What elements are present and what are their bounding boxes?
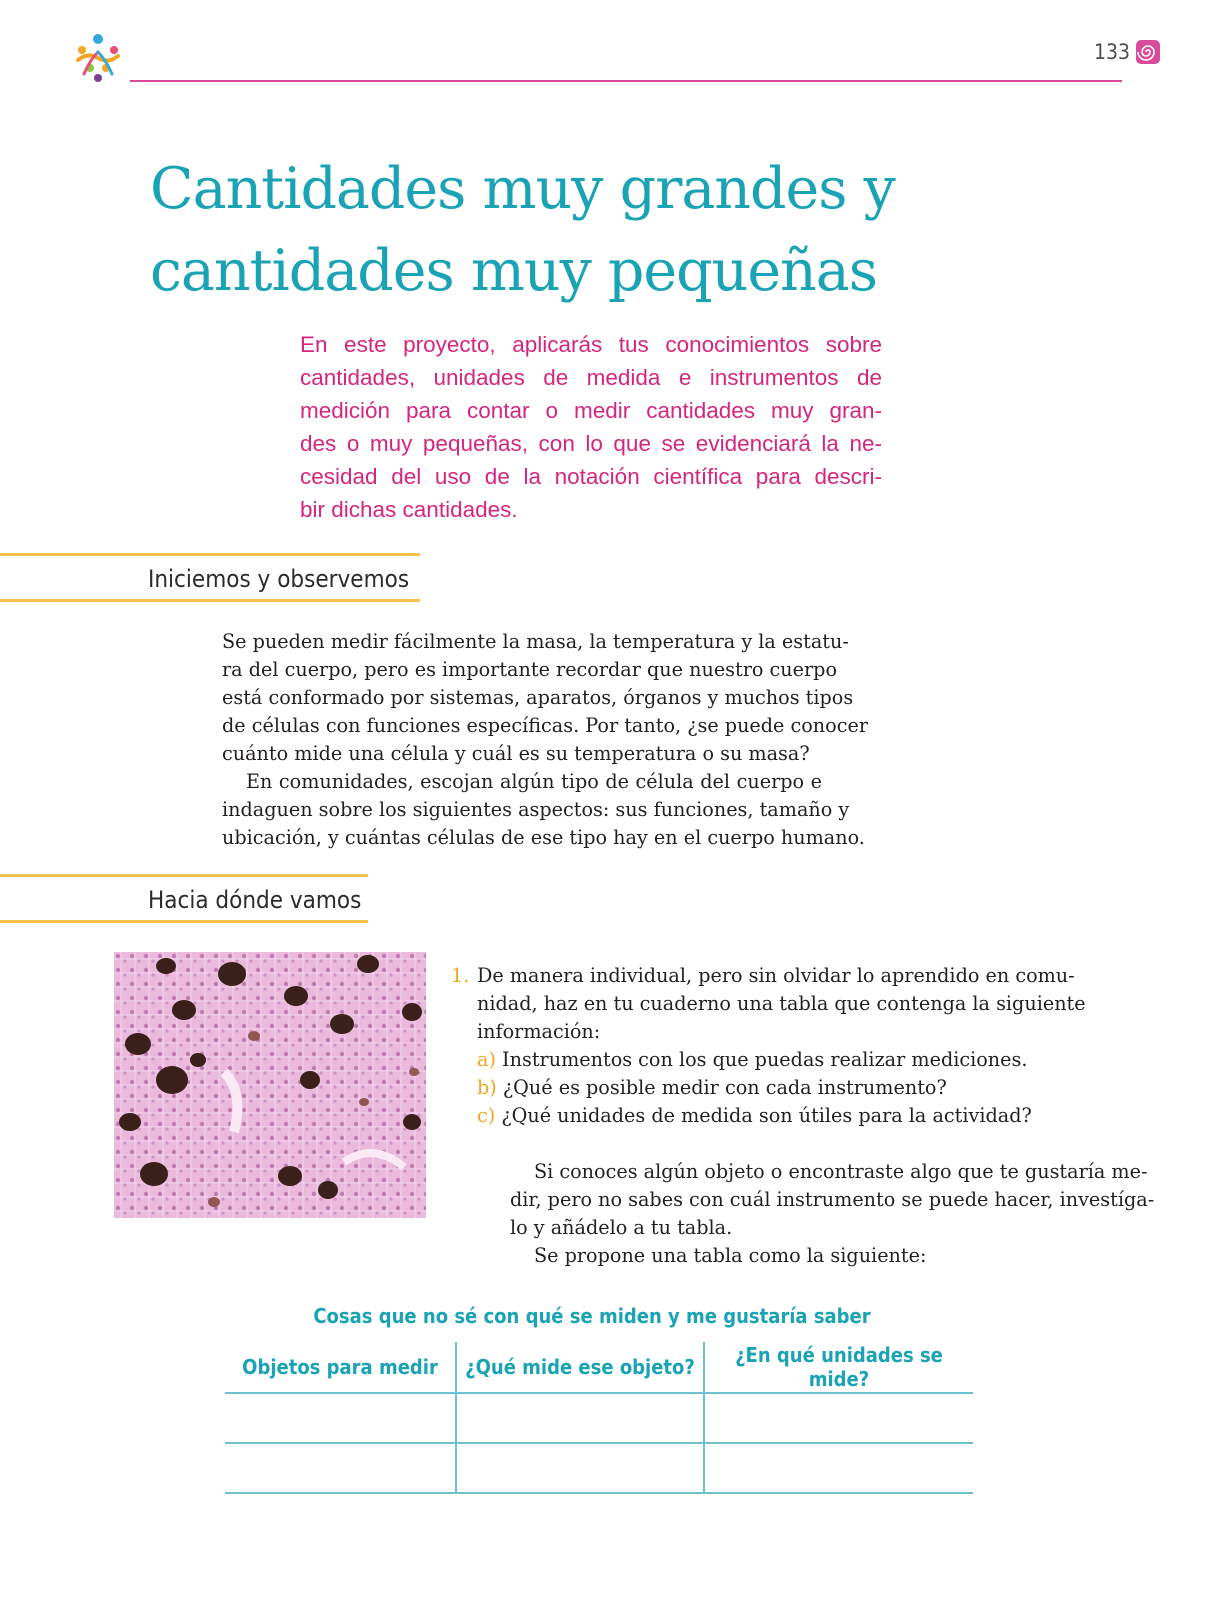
table-cell [456,1393,704,1443]
body-line: lo y añádelo a tu tabla. [510,1216,733,1239]
subitem-letter: a) [477,1048,496,1071]
list-item [451,962,1075,990]
item-line: nidad, haz en tu cuaderno una tabla que contenga la siguiente [477,992,1086,1015]
body-line: ubicación, y cuántas células de ese tipo hay en el cuerpo humano. [222,826,865,849]
table-cell [225,1443,456,1493]
subitem [451,1074,1061,1102]
subitem-text: Instrumentos con los que puedas realizar mediciones. [502,1048,1028,1071]
section1-body [222,628,868,852]
intro-line: medición para contar o medir cantidades muy gran- [300,398,882,423]
body-line: Se propone una tabla como la siguiente: [534,1244,927,1267]
spiral-ornament-icon [1134,38,1162,66]
subitem-text: ¿Qué unidades de medida son útiles para la actividad? [501,1104,1032,1127]
subitem-letter: c) [477,1104,496,1127]
intro-line: bir dichas cantidades. [300,497,518,522]
intro-line: cantidades, unidades de medida e instrumentos de [300,365,882,390]
section-rule [0,553,420,556]
section-rule [0,599,420,602]
table-cell [704,1393,973,1443]
title-line: Cantidades muy grandes y [150,156,895,222]
intro-line: des o muy pequeñas, con lo que se evidenciará la ne- [300,431,882,456]
intro-line: En este proyecto, aplicarás tus conocimientos sobre [300,332,882,357]
activity-list [451,962,1086,1130]
body-line: Se pueden medir fácilmente la masa, la temperatura y la estatu- [222,630,849,653]
program-logo-icon [70,30,126,86]
item-line: De manera individual, pero sin olvidar lo aprendido en comu- [477,964,1075,987]
intro-paragraph [300,328,882,526]
table-cell [704,1443,973,1493]
title-line: cantidades muy pequeñas [150,238,877,304]
cell-micrograph-image [114,952,426,1218]
body-line: ra del cuerpo, pero es importante recordar que nuestro cuerpo [222,658,838,681]
table-title: Cosas que no sé con qué se miden y me gustaría saber [313,1304,871,1328]
subitem [451,1046,1061,1074]
table-header-row [225,1342,973,1393]
body-line: de células con funciones específicas. Por tanto, ¿se puede conocer [222,714,868,737]
page-number: 133 [1093,40,1130,64]
body-line: dir, pero no sabes con cuál instrumento se puede hacer, investíga- [510,1188,1155,1211]
section-rule [0,874,368,877]
table-cell [456,1443,704,1493]
measurement-table [225,1342,973,1494]
table-row [225,1393,973,1443]
body-line: está conformado por sistemas, aparatos, órganos y muchos tipos [222,686,854,709]
item-number: 1. [451,964,470,987]
subitem [451,1102,1061,1130]
page-title [150,148,950,312]
item-line: información: [477,1020,601,1043]
section-rule [0,920,368,923]
body-line: Si conoces algún objeto o encontraste algo que te gustaría me- [534,1160,1148,1183]
header-rule [130,80,1122,82]
table-row [225,1443,973,1493]
section-heading-hacia-donde: Hacia dónde vamos [148,886,362,914]
subitem-text: ¿Qué es posible medir con cada instrumento? [502,1076,947,1099]
intro-line: cesidad del uso de la notación científica para descri- [300,464,882,489]
body-line: En comunidades, escojan algún tipo de célula del cuerpo e [246,770,822,793]
table-cell [225,1393,456,1443]
column-header: ¿En qué unidades se mide? [704,1342,973,1393]
section2-paragraph [510,1158,1155,1270]
body-line: indaguen sobre los siguientes aspectos: sus funciones, tamaño y [222,798,850,821]
column-header: ¿Qué mide ese objeto? [456,1342,704,1393]
body-line: cuánto mide una célula y cuál es su temperatura o su masa? [222,742,810,765]
column-header: Objetos para medir [225,1342,456,1393]
subitem-letter: b) [477,1076,497,1099]
section-heading-iniciemos: Iniciemos y observemos [148,565,410,593]
